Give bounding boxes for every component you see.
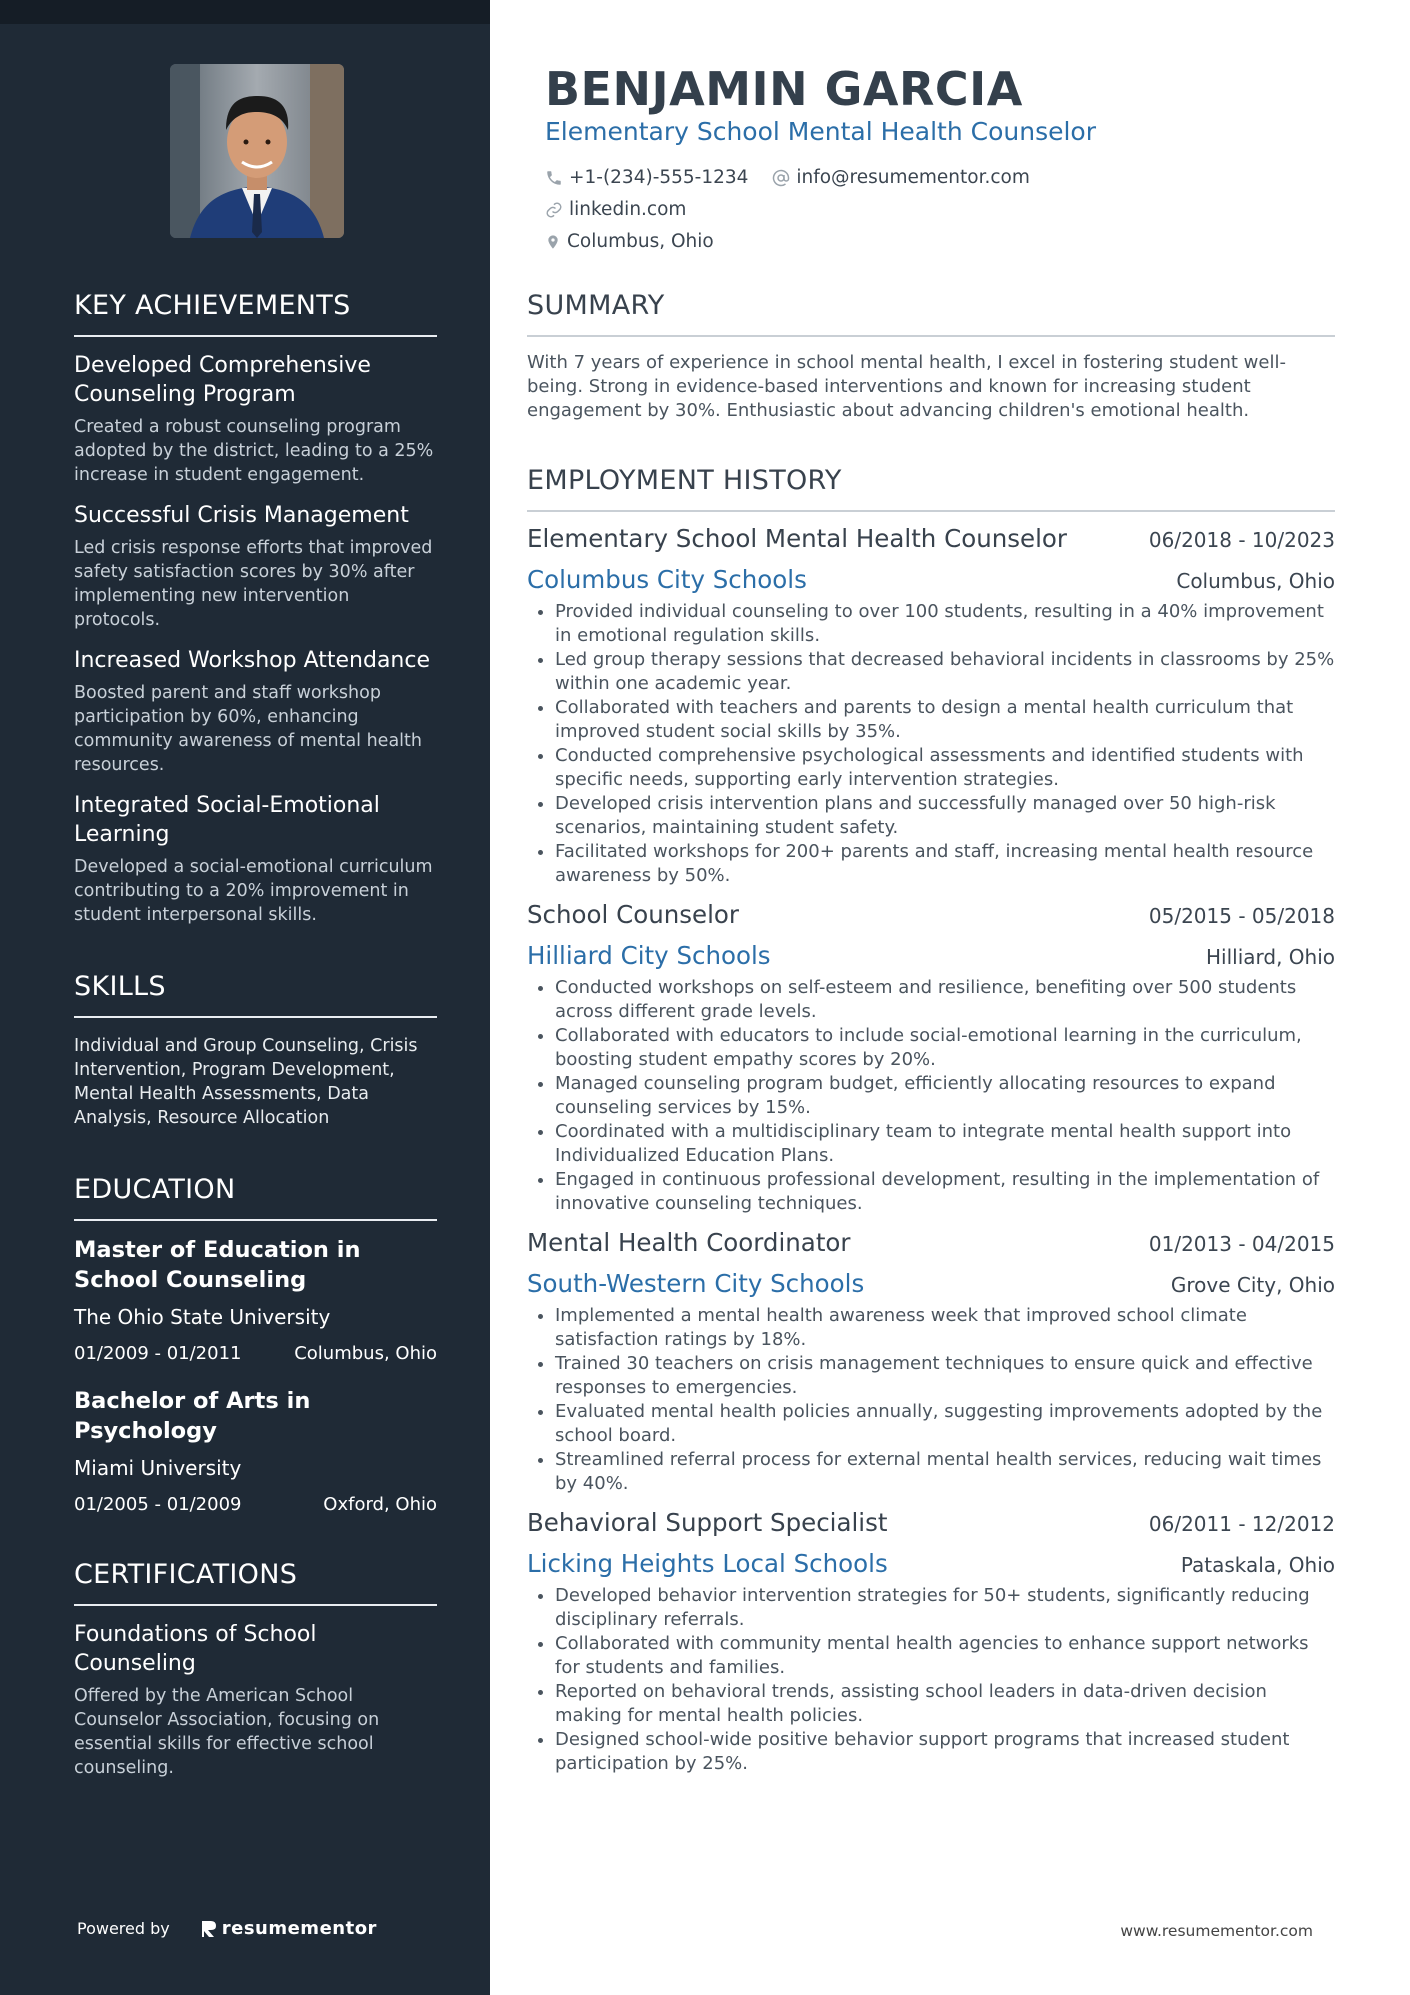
achievement-title: Integrated Social-Emotional Learning <box>74 793 380 847</box>
contact-linkedin[interactable] <box>545 196 686 224</box>
achievement-item <box>74 351 437 487</box>
key-achievements-heading: KEY ACHIEVEMENTS <box>74 290 437 337</box>
job-dates: 05/2015 - 05/2018 <box>1148 904 1335 928</box>
location-text: Columbus, Ohio <box>567 231 714 252</box>
employment-section <box>527 465 1335 1776</box>
job-bullet: • Collaborated with community mental health agencies to enhance support networks for students and families. <box>555 1632 1335 1680</box>
sidebar-top-band <box>0 0 490 24</box>
job-bullets <box>527 600 1335 888</box>
job-location: Hilliard, Ohio <box>1205 945 1335 969</box>
job-title: Elementary School Mental Health Counselor <box>527 524 1067 553</box>
achievement-description: Led crisis response efforts that improved safety satisfaction scores by 30% after implementing new intervention protocols. <box>74 538 433 630</box>
linkedin-text: linkedin.com <box>569 199 687 220</box>
resumementor-logo-icon <box>200 1919 218 1939</box>
certification-description: Offered by the American School Counselor Association, focusing on essential skills for effective school counseling. <box>74 1686 380 1778</box>
job-bullets <box>527 1584 1335 1776</box>
job-bullet: • Reported on behavioral trends, assisting school leaders in data-driven decision making for mental health policies. <box>555 1680 1335 1728</box>
skills-section <box>74 971 437 1130</box>
education-dates: 01/2009 - 01/2011 <box>74 1343 242 1364</box>
education-school: Miami University <box>74 1456 242 1480</box>
education-item <box>74 1386 437 1515</box>
main-column <box>490 0 1410 1995</box>
job-entry <box>527 524 1335 888</box>
job-company: South-Western City Schools <box>527 1269 865 1298</box>
location-pin-icon <box>545 233 561 251</box>
summary-heading: SUMMARY <box>527 290 1335 337</box>
job-title: Behavioral Support Specialist <box>527 1508 888 1537</box>
brand-logo[interactable] <box>200 1918 377 1939</box>
education-section <box>74 1174 437 1515</box>
employment-heading: EMPLOYMENT HISTORY <box>527 465 1335 512</box>
job-dates: 06/2018 - 10/2023 <box>1148 528 1335 552</box>
phone-text: +1-(234)-555-1234 <box>569 167 749 188</box>
education-degree: Bachelor of Arts in Psychology <box>74 1388 311 1444</box>
job-bullet: • Facilitated workshops for 200+ parents and staff, increasing mental health resource awareness by 50%. <box>555 840 1335 888</box>
job-bullet: • Led group therapy sessions that decreased behavioral incidents in classrooms by 25% within one academic year. <box>555 648 1335 696</box>
footer-website-link[interactable]: www.resumementor.com <box>1120 1922 1313 1940</box>
contact-email[interactable] <box>772 164 1030 192</box>
powered-by-label: Powered by <box>77 1919 170 1938</box>
job-bullet: • Implemented a mental health awareness week that improved school climate satisfaction ratings by 18%. <box>555 1304 1335 1352</box>
job-bullets <box>527 1304 1335 1496</box>
education-meta <box>74 1494 437 1515</box>
sidebar <box>0 0 490 1995</box>
job-bullet: • Designed school-wide positive behavior support programs that increased student participation by 25%. <box>555 1728 1335 1776</box>
education-meta <box>74 1343 437 1364</box>
job-bullet: • Collaborated with educators to include social-emotional learning in the curriculum, boosting student empathy scores by 20%. <box>555 1024 1335 1072</box>
achievement-item <box>74 501 437 632</box>
achievement-title: Successful Crisis Management <box>74 503 409 528</box>
job-bullet: • Conducted comprehensive psychological assessments and identified students with specific needs, supporting early intervention strategies. <box>555 744 1335 792</box>
education-item <box>74 1235 437 1364</box>
brand-name: resumementor <box>221 1918 377 1939</box>
job-dates: 01/2013 - 04/2015 <box>1148 1232 1335 1256</box>
email-text: info@resumementor.com <box>796 167 1030 188</box>
key-achievements-section <box>74 290 437 927</box>
at-sign-icon <box>772 169 790 187</box>
achievement-title: Developed Comprehensive Counseling Program <box>74 353 371 407</box>
job-company: Hilliard City Schools <box>527 941 771 970</box>
job-title: Mental Health Coordinator <box>527 1228 851 1257</box>
education-location: Oxford, Ohio <box>323 1494 437 1515</box>
contact-phone[interactable] <box>545 164 748 192</box>
link-icon <box>545 201 563 219</box>
education-degree: Master of Education in School Counseling <box>74 1237 361 1293</box>
education-school: The Ohio State University <box>74 1305 331 1329</box>
job-bullet: • Trained 30 teachers on crisis management techniques to ensure quick and effective responses to emergencies. <box>555 1352 1335 1400</box>
contact-info <box>545 164 1165 260</box>
candidate-title: Elementary School Mental Health Counselor <box>545 117 1097 146</box>
job-location: Columbus, Ohio <box>1176 569 1335 593</box>
job-company: Licking Heights Local Schools <box>527 1549 888 1578</box>
job-bullet: • Evaluated mental health policies annually, suggesting improvements adopted by the school board. <box>555 1400 1335 1448</box>
job-bullet: • Streamlined referral process for external mental health services, reducing wait times by 40%. <box>555 1448 1335 1496</box>
education-location: Columbus, Ohio <box>294 1343 437 1364</box>
achievement-description: Created a robust counseling program adopted by the district, leading to a 25% increase in student engagement. <box>74 417 434 485</box>
achievement-item <box>74 791 437 927</box>
powered-by-footer <box>77 1918 377 1939</box>
job-bullet: • Developed behavior intervention strategies for 50+ students, significantly reducing disciplinary referrals. <box>555 1584 1335 1632</box>
achievement-title: Increased Workshop Attendance <box>74 648 431 673</box>
job-bullet: • Engaged in continuous professional development, resulting in the implementation of innovative counseling techniques. <box>555 1168 1335 1216</box>
sidebar-content <box>74 290 437 1824</box>
summary-text: With 7 years of experience in school mental health, I excel in fostering student well-being. Strong in evidence-based interventions and known for increasing student engagement by 30%. Enthusiastic about advancing children's emotional health. <box>527 352 1286 421</box>
certifications-section <box>74 1559 437 1780</box>
job-title: School Counselor <box>527 900 739 929</box>
candidate-name: BENJAMIN GARCIA <box>545 62 1023 116</box>
phone-icon <box>545 169 563 187</box>
job-entry <box>527 900 1335 1216</box>
skills-list: Individual and Group Counseling, Crisis Intervention, Program Development, Mental Health Assessments, Data Analysis, Resource Allocation <box>74 1036 418 1128</box>
skills-heading: SKILLS <box>74 971 437 1018</box>
summary-section <box>527 290 1335 423</box>
contact-location <box>545 228 714 256</box>
job-bullet: • Collaborated with teachers and parents to design a mental health curriculum that improved student social skills by 35%. <box>555 696 1335 744</box>
certifications-heading: CERTIFICATIONS <box>74 1559 437 1606</box>
job-bullet: • Developed crisis intervention plans and successfully managed over 50 high-risk scenarios, maintaining student safety. <box>555 792 1335 840</box>
job-company: Columbus City Schools <box>527 565 807 594</box>
main-content <box>527 290 1335 1788</box>
job-bullets <box>527 976 1335 1216</box>
job-entry <box>527 1508 1335 1776</box>
certification-title: Foundations of School Counseling <box>74 1622 317 1676</box>
job-location: Pataskala, Ohio <box>1180 1553 1335 1577</box>
profile-photo <box>170 64 344 238</box>
job-bullet: • Managed counseling program budget, efficiently allocating resources to expand counseling services by 15%. <box>555 1072 1335 1120</box>
education-heading: EDUCATION <box>74 1174 437 1221</box>
certification-item <box>74 1620 437 1780</box>
job-entry <box>527 1228 1335 1496</box>
job-bullet: • Provided individual counseling to over 100 students, resulting in a 40% improvement in emotional regulation skills. <box>555 600 1335 648</box>
achievement-item <box>74 646 437 777</box>
achievement-description: Developed a social-emotional curriculum contributing to a 20% improvement in student interpersonal skills. <box>74 857 433 925</box>
education-dates: 01/2005 - 01/2009 <box>74 1494 242 1515</box>
job-bullet: • Conducted workshops on self-esteem and resilience, benefiting over 500 students across different grade levels. <box>555 976 1335 1024</box>
job-dates: 06/2011 - 12/2012 <box>1148 1512 1335 1536</box>
achievement-description: Boosted parent and staff workshop participation by 60%, enhancing community awareness of mental health resources. <box>74 683 422 775</box>
job-location: Grove City, Ohio <box>1170 1273 1335 1297</box>
job-bullet: • Coordinated with a multidisciplinary team to integrate mental health support into Individualized Education Plans. <box>555 1120 1335 1168</box>
